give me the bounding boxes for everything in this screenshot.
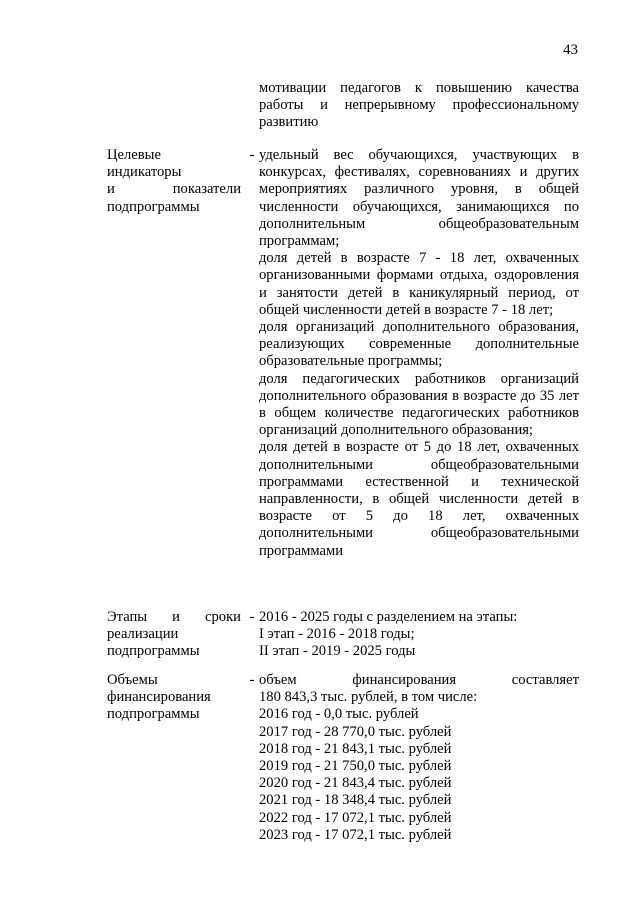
funding-line: 2020 год - 21 843,4 тыс. рублей <box>259 775 452 792</box>
funding-line: 2017 год - 28 770,0 тыс. рублей <box>259 723 452 740</box>
page-number: 43 <box>563 42 578 58</box>
indicators-label-line-1: Целевые <box>107 147 161 163</box>
indicator-item: доля детей в возрасте 7 - 18 лет, охваченных организованными формами отдыха, оздоровления и занятости детей в каникулярный период, от общей численности детей в возрасте 7 - 18 лет; <box>259 250 579 318</box>
funding-label <box>107 672 253 724</box>
stages-label-line-2: реализации <box>107 626 179 643</box>
funding-label-line-3: подпрограммы <box>107 706 200 723</box>
funding-line: 180 843,3 тыс. рублей, в том числе: <box>259 689 478 706</box>
stages-content <box>259 609 579 661</box>
funding-first-line <box>259 672 579 689</box>
stages-line: II этап - 2019 - 2025 годы <box>259 643 416 660</box>
funding-content <box>259 672 579 844</box>
indicators-label-word: и <box>107 181 115 198</box>
indicators-label-line-3 <box>107 181 241 198</box>
stages-label-word: Этапы <box>107 609 148 625</box>
stages-label-line-3: подпрограммы <box>107 643 200 660</box>
funding-line: 2021 год - 18 348,4 тыс. рублей <box>259 792 452 809</box>
indicator-item: доля организаций дополнительного образования, реализующих современные дополнительные образовательные программы; <box>259 319 579 370</box>
funding-label-line-1: Объемы <box>107 672 158 688</box>
stages-dash: - <box>249 609 255 625</box>
funding-dash: - <box>249 672 255 688</box>
funding-line: 2019 год - 21 750,0 тыс. рублей <box>259 758 452 775</box>
funding-first-word: составляет <box>511 672 579 688</box>
funding-line: 2022 год - 17 072,1 тыс. рублей <box>259 809 452 826</box>
indicators-label-line-2: индикаторы <box>107 164 182 181</box>
stages-line: I этап - 2016 - 2018 годы; <box>259 626 415 643</box>
stages-label-line-1 <box>107 609 241 626</box>
indicators-label <box>107 147 253 216</box>
stages-label-word: и <box>172 609 180 625</box>
intro-text: мотивации педагогов к повышению качества работы и непрерывному профессиональному развитию <box>259 80 579 131</box>
funding-line: 2016 год - 0,0 тыс. рублей <box>259 706 419 723</box>
indicator-item: доля детей в возрасте от 5 до 18 лет, охваченных дополнительными общеобразовательными программами естественной и технической направленности, в общей численности детей в возрасте от 5 до 18 лет, охваченных дополнительными общеобразовательными программами <box>259 439 579 559</box>
stages-label-word: сроки <box>205 609 241 625</box>
funding-first-word: объем <box>259 672 297 688</box>
indicators-label-word: показатели <box>172 181 241 198</box>
indicator-item: доля педагогических работников организаций дополнительного образования в возрасте до 35 лет в общем количестве педагогических работников организаций дополнительного образования; <box>259 370 579 439</box>
indicators-dash: - <box>249 147 255 163</box>
stages-label <box>107 609 253 661</box>
stages-line: 2016 - 2025 годы с разделением на этапы: <box>259 609 518 625</box>
funding-label-line-2: финансирования <box>107 689 211 706</box>
indicators-content <box>259 147 579 560</box>
indicator-item: удельный вес обучающихся, участвующих в конкурсах, фестивалях, соревнованиях и других мероприятиях различного уровня, в общей численности обучающихся, занимающихся по дополнительным общеобразовательным программам; <box>259 147 579 250</box>
funding-first-word: финансирования <box>352 672 457 688</box>
funding-line: 2023 год - 17 072,1 тыс. рублей <box>259 826 452 843</box>
indicators-label-line-4: подпрограммы <box>107 198 200 215</box>
funding-line: 2018 год - 21 843,1 тыс. рублей <box>259 740 452 757</box>
